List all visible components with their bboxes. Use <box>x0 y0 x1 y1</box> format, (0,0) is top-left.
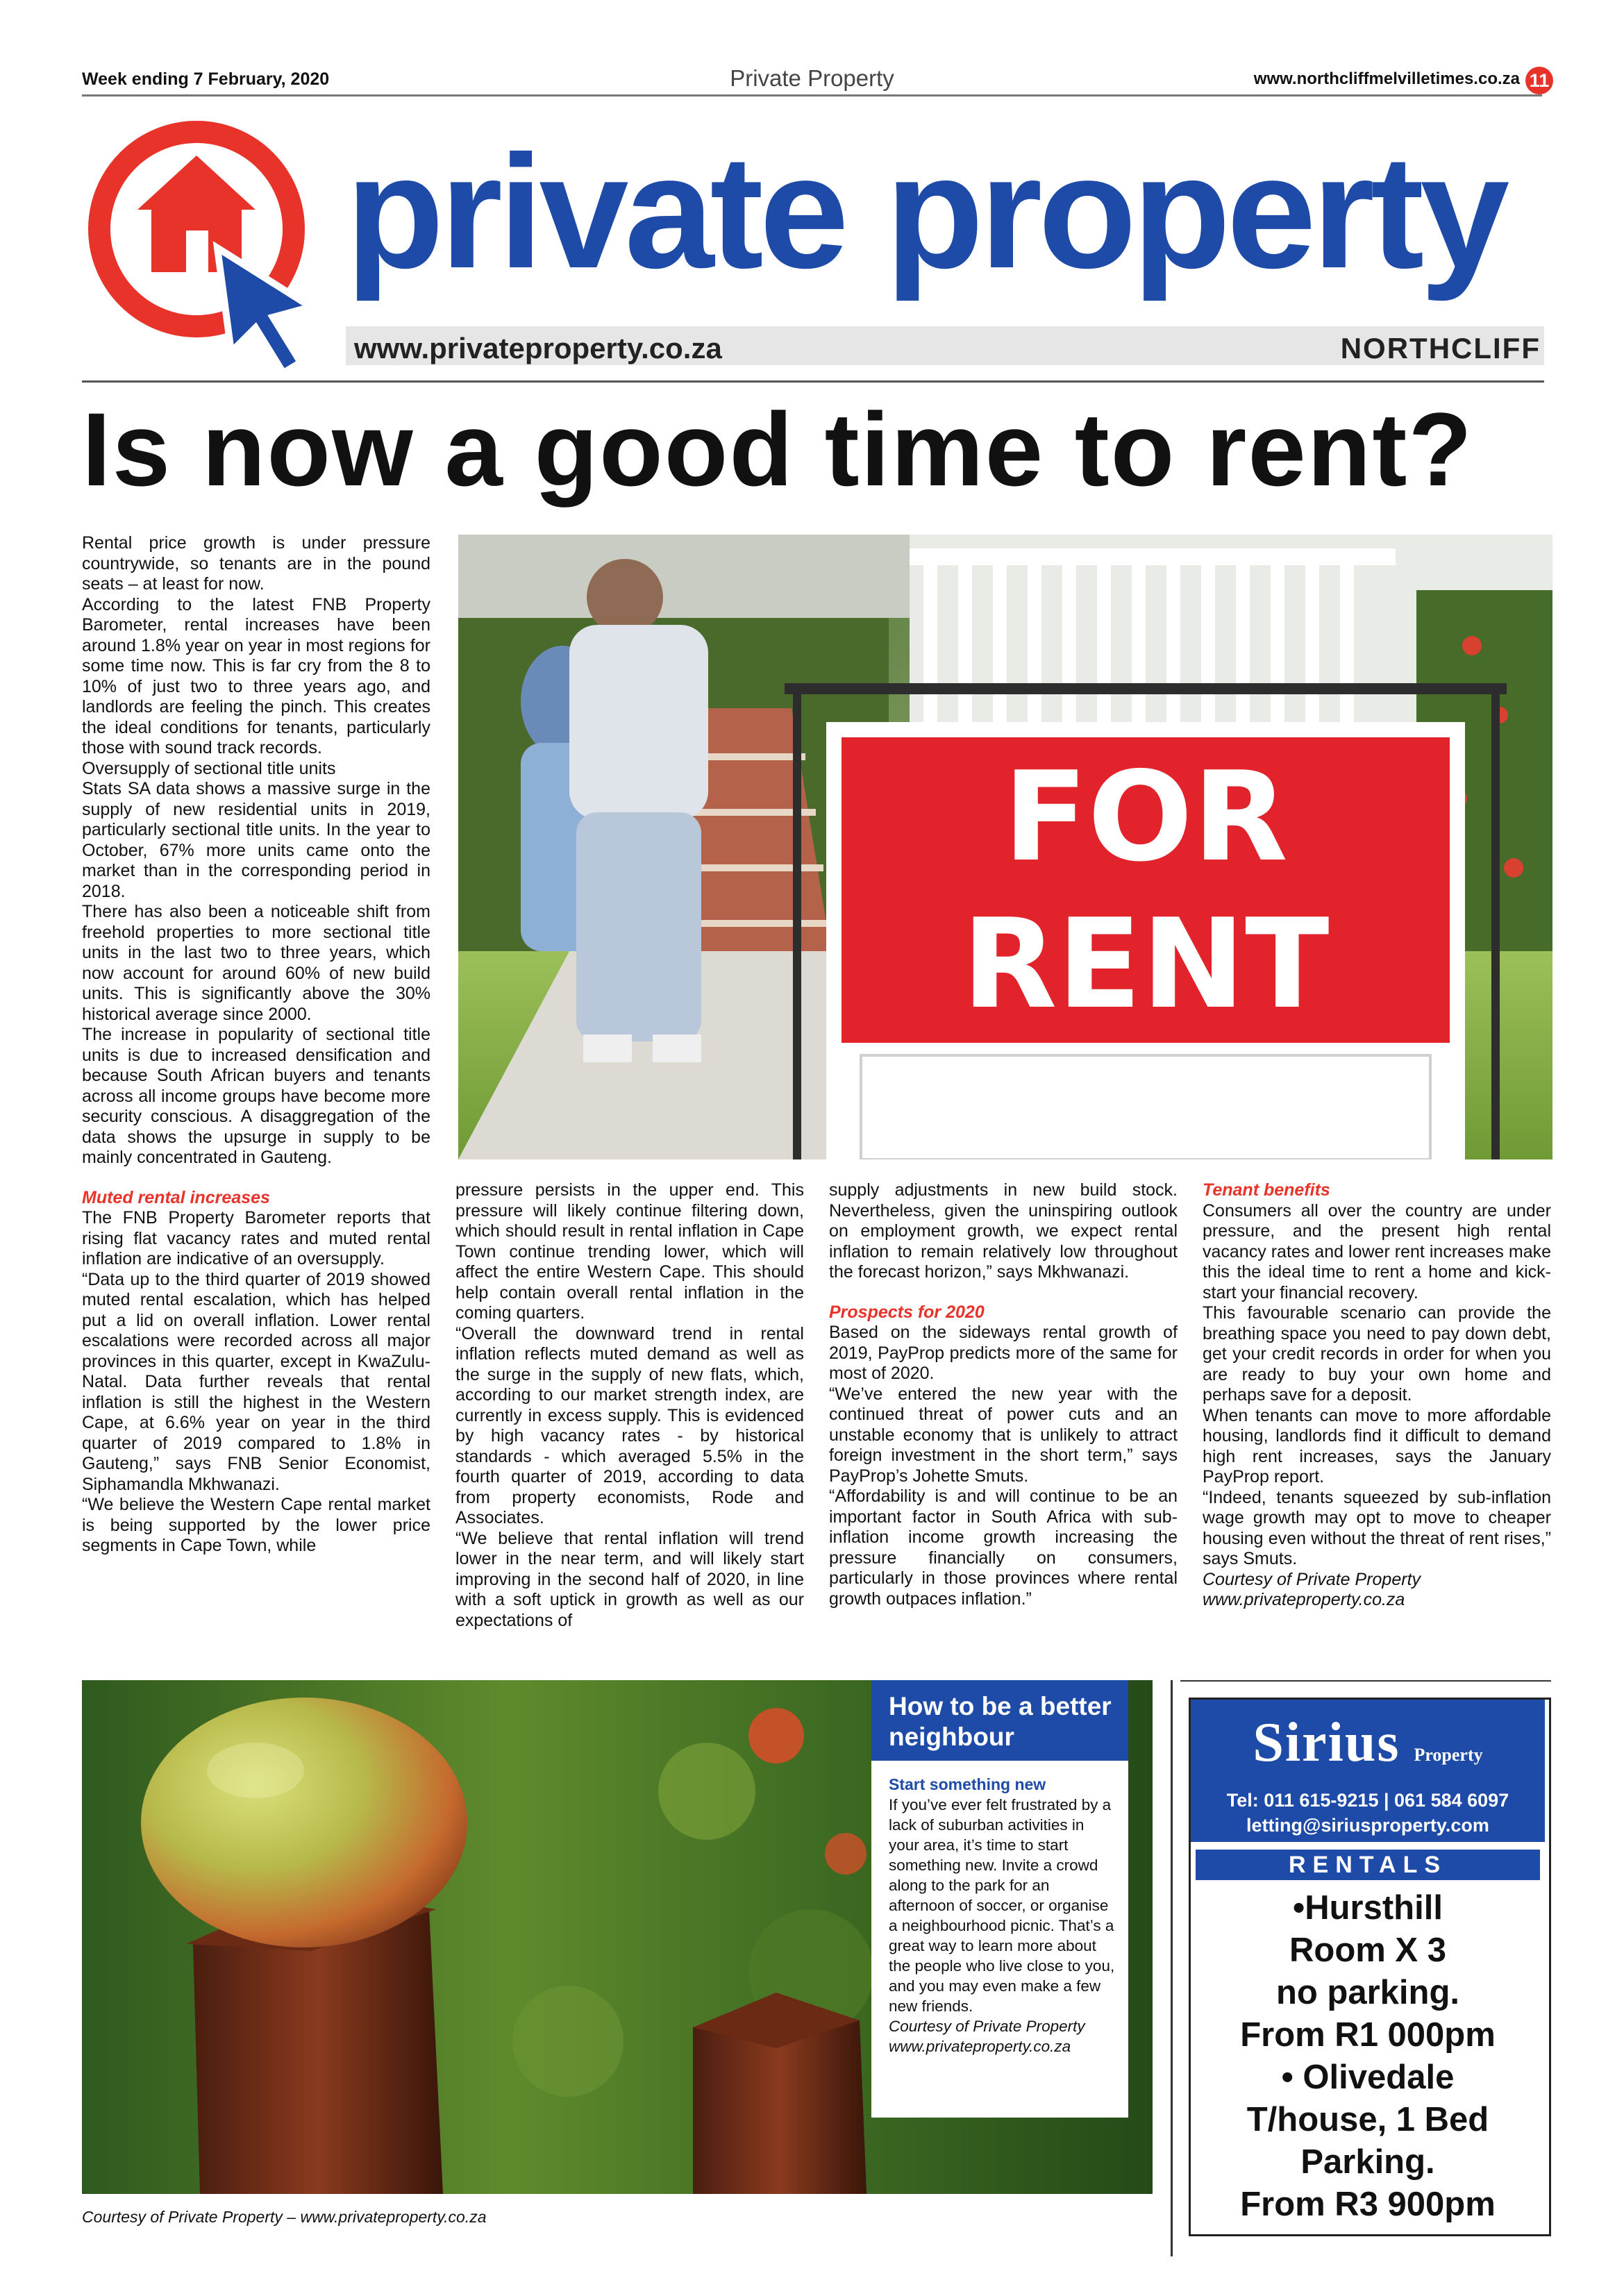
neighbour-title: How to be a better neighbour <box>889 1692 1112 1751</box>
paragraph: pressure persists in the upper end. This pressure will likely continue filtering down, which should result in rental inflation in Cape Town continue trending lower, which will affect the entire Western Cape. This should help contain overall rental inflation in the coming quarters. <box>455 1180 804 1323</box>
masthead-area: NORTHCLIFF <box>1340 332 1541 364</box>
paragraph: This favourable scenario can provide the breathing space you need to pay down debt, get your credit records in order for when you are ready to buy your own home and perhaps save for a deposit. <box>1203 1303 1551 1405</box>
page-number: 11 <box>1525 67 1553 94</box>
subheading-muted: Muted rental increases <box>82 1187 270 1207</box>
neighbour-credit: Courtesy of Private Property <box>889 2018 1085 2035</box>
listing-line: no parking. <box>1275 1974 1460 2011</box>
paragraph: “We believe the Western Cape rental market is being supported by the lower price segments in Cape Town, while <box>82 1495 430 1555</box>
paragraph: “Overall the downward trend in rental inflation reflects muted demand as well as the surge in the supply of new flats, which, according to our market strength index, are currently in excess supply. This is evidenced by high vacancy rates - by historical standards - which averaged 5.5% in the fourth quarter of 2019, according to data from property economists, Rode and Associates. <box>455 1323 804 1527</box>
paragraph: “Indeed, tenants squeezed by sub-inflation wage growth may opt to move to cheaper housing even without the threat of rent rises,” says Smuts. <box>1203 1487 1551 1568</box>
rentals-label: RENTALS <box>1288 1852 1448 1878</box>
paragraph: Oversupply of sectional title units <box>82 758 336 778</box>
paragraph: If you’ve ever felt frustrated by a lack of suburban activities in your area, it’s time to start something new. Invite a crowd along to the park for an afternoon of soccer, or organise a neighbourhood picnic. That’s a great way to learn more about the people who live close to you, and you may even make a few new friends. <box>889 1796 1115 2015</box>
for-rent-photo <box>458 535 1552 1159</box>
subheading-prospects: Prospects for 2020 <box>829 1302 985 1322</box>
listing-line: T/house, 1 Bed <box>1246 2101 1489 2138</box>
paragraph: Stats SA data shows a massive surge in the supply of new residential units in 2019, particularly sectional title units. In the year to October, 67% more units came onto the market than in the corresponding period in 2018. <box>82 779 430 901</box>
neighbour-body <box>889 1775 1118 2056</box>
article-column-1 <box>82 533 430 1557</box>
issue-date: Week ending 7 February, 2020 <box>82 69 330 89</box>
article-column-4 <box>1203 1180 1551 1611</box>
paragraph: “We’ve entered the new year with the continued threat of power cuts and an unstable economy that is unlikely to attract foreign investment in the short term,” says PayProp’s Johette Smuts. <box>829 1384 1178 1486</box>
paragraph: “Affordability is and will continue to be an important factor in South Africa with sub-inflation income growth increasing the pressure financially on consumers, particularly in those provinces where rental growth outpaces inflation.” <box>829 1486 1178 1609</box>
paragraph: supply adjustments in new build stock. Nevertheless, given the uninspiring outlook on employment growth, we expect rental inflation to remain relatively low throughout the forecast horizon,” says Mkhwanazi. <box>829 1180 1178 1282</box>
listing-line: • Olivedale <box>1281 2059 1455 2096</box>
sign-rent-text: RENT <box>962 892 1330 1036</box>
paragraph: Based on the sideways rental growth of 2019, PayProp predicts more of the same for most of 2020. <box>829 1323 1178 1383</box>
neighbour-credit-url[interactable]: www.privateproperty.co.za <box>889 2038 1071 2055</box>
neighbour-subhead: Start something new <box>889 1775 1046 1793</box>
masthead-rule <box>82 380 1544 383</box>
subheading-tenant: Tenant benefits <box>1203 1180 1330 1200</box>
photo-caption: Courtesy of Private Property – www.privateproperty.co.za <box>82 2208 487 2226</box>
paragraph: There has also been a noticeable shift from freehold properties to more sectional title units in the last two to three years, which now account for around 60% of new build units. This is significantly above the 30% historical average since 2000. <box>82 902 430 1024</box>
house-target-cursor-icon <box>82 112 321 376</box>
header-rule <box>82 94 1542 97</box>
logo-sub: Property <box>1414 1745 1483 1765</box>
section-title: Private Property <box>730 65 894 91</box>
paragraph: Consumers all over the country are under pressure, and the present high rental vacancy rates and lower rent increases make this the ideal time to rent a home and kick-start your financial recovery. <box>1203 1200 1551 1302</box>
paragraph: According to the latest FNB Property Barometer, rental increases have been around 1.8% year on year in most regions for some time now. This is far cry from the 8 to 10% of just two to three years ago, and landlords are feeling the pinch. This creates the ideal conditions for tenants, particularly those with sound track records. <box>82 594 430 757</box>
paragraph: The increase in popularity of sectional title units is due to increased densification and because South African buyers and tenants across all income groups have become more security conscious. A disaggregation of the data shows the upsurge in supply to be mainly concentrated in Gauteng. <box>82 1025 430 1167</box>
ad-separator <box>1171 1680 1173 2256</box>
article-column-2 <box>455 1180 804 1631</box>
logo-word: Sirius <box>1253 1712 1400 1773</box>
listing-line: From R3 900pm <box>1240 2186 1496 2223</box>
listing-line: •Hursthill <box>1293 1889 1443 1927</box>
rental-listings <box>1191 1887 1545 2226</box>
article-column-3 <box>829 1180 1178 1609</box>
listing-line: Room X 3 <box>1289 1932 1446 1969</box>
ad-top-rule <box>1180 1680 1551 1682</box>
paragraph: “Data up to the third quarter of 2019 showed muted rental escalation, which has helped put a lid on overall inflation. Lower rental escalations were recorded across all major provinces in this quarter, except in KwaZulu-Natal. Data further reveals that rental inflation is still the highest in the Western Cape, at 6.6% year on year in the third quarter of 2019 compared to 1.8% in Gauteng,” says FNB Senior Economist, Siphamandla Mkhwanazi. <box>82 1269 430 1494</box>
listing-line: Parking. <box>1300 2143 1435 2181</box>
ad-email[interactable]: letting@siriusproperty.com <box>1246 1815 1489 1836</box>
article-headline: Is now a good time to rent? <box>82 391 1473 508</box>
sirius-logo <box>1191 1712 1545 1773</box>
ad-phone[interactable]: Tel: 011 615-9215 | 061 584 6097 <box>1226 1790 1509 1811</box>
article-credit: Courtesy of Private Property <box>1203 1569 1421 1589</box>
masthead-url[interactable]: www.privateproperty.co.za <box>354 332 722 364</box>
listing-line: From R1 000pm <box>1240 2016 1496 2054</box>
brand-wordmark: private property <box>346 122 1506 302</box>
paragraph: When tenants can move to more affordable housing, landlords find it difficult to demand high rent increases, says the January PayProp report. <box>1203 1405 1551 1486</box>
site-url[interactable]: www.northcliffmelvilletimes.co.za <box>1253 69 1520 88</box>
paragraph: The FNB Property Barometer reports that rising flat vacancy rates and muted rental inflation are indicative of an oversupply. <box>82 1208 430 1268</box>
paragraph: Rental price growth is under pressure countrywide, so tenants are in the pound seats – at least for now. <box>82 533 430 594</box>
sign-for-text: FOR <box>1003 745 1288 889</box>
paragraph: “We believe that rental inflation will trend lower in the near term, and will likely start improving in the second half of 2020, in line with a soft uptick in growth as well as our expectations of <box>455 1528 804 1630</box>
article-credit-url[interactable]: www.privateproperty.co.za <box>1203 1590 1405 1609</box>
